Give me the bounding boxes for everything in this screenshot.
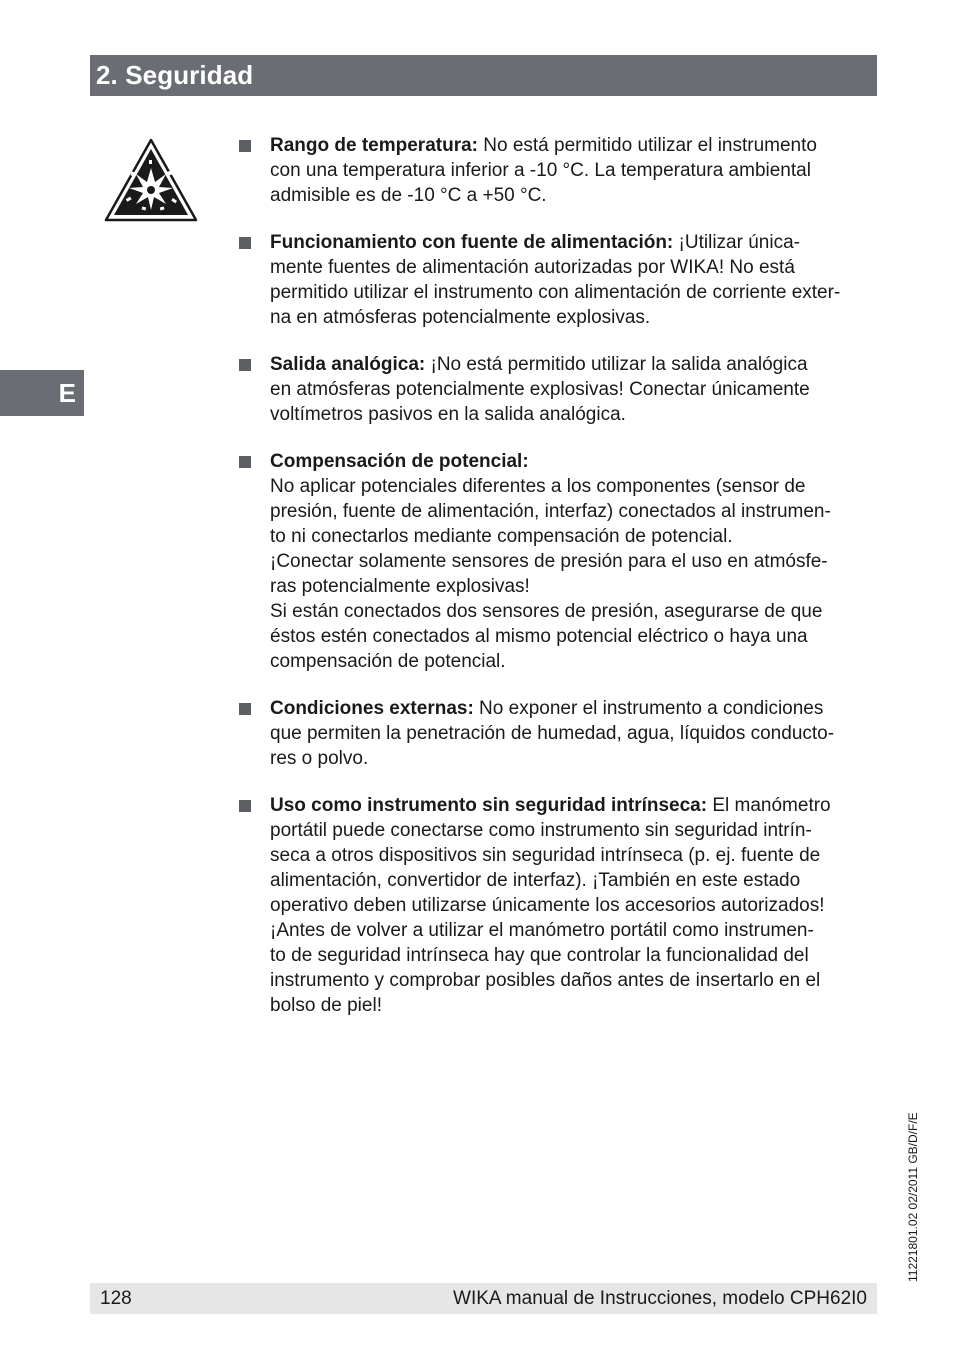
page-number: 128 [100,1287,132,1309]
square-bullet-icon [239,703,251,715]
safety-item-line: Si están conectados dos sensores de presión, asegurarse de que [270,601,823,622]
section-title: 2. Seguridad [96,60,254,90]
square-bullet-icon [239,359,251,371]
square-bullet-icon [239,237,251,249]
safety-item-line: portátil puede conectarse como instrumento sin seguridad intrín- [270,820,812,841]
safety-item-text [270,133,883,208]
safety-item [238,449,883,674]
safety-item-line: to ni conectarlos mediante compensación de potencial. [270,526,733,547]
safety-item-label: Rango de temperatura: [270,135,478,156]
safety-item-line: to de seguridad intrínseca hay que controlar la funcionalidad del [270,945,809,966]
page-footer [90,1283,877,1314]
language-tab: E [0,370,84,416]
safety-item-line: alimentación, convertidor de interfaz). ¡También en este estado [270,870,801,891]
safety-item-text [270,449,883,674]
safety-item-line: ¡Conectar solamente sensores de presión para el uso en atmósfe- [270,551,828,572]
safety-item-line: ¡No está permitido utilizar la salida analógica [425,354,808,375]
document-code: 11221801.02 02/2011 GB/D/F/E [906,1112,920,1282]
safety-item-line: No aplicar potenciales diferentes a los componentes (sensor de [270,476,806,497]
safety-item-label: Funcionamiento con fuente de alimentación: [270,232,674,253]
safety-item [238,696,883,771]
safety-item-line: No exponer el instrumento a condiciones [473,698,824,719]
safety-item-text [270,696,883,771]
safety-item-text [270,793,883,1018]
square-bullet-icon [239,800,251,812]
safety-item-line: presión, fuente de alimentación, interfaz) conectados al instrumen- [270,501,831,522]
safety-item-line: compensación de potencial. [270,651,506,672]
safety-item-line: No está permitido utilizar el instrumento [477,135,817,156]
safety-item-text [270,230,883,330]
safety-item-line: en atmósferas potencialmente explosivas! Conectar únicamente [270,379,810,400]
safety-item [238,352,883,427]
safety-item-label: Compensación de potencial: [270,451,529,472]
safety-list [238,133,883,1040]
safety-item [238,230,883,330]
safety-item-line: permitido utilizar el instrumento con alimentación de corriente exter- [270,282,841,303]
section-header [90,55,877,96]
safety-item-line: voltímetros pasivos en la salida analógica. [270,404,626,425]
manual-title: WIKA manual de Instrucciones, modelo CPH62I0 [453,1287,867,1309]
safety-item-text [270,352,883,427]
safety-item [238,133,883,208]
safety-item-line: ¡Utilizar única- [673,232,800,253]
safety-item-line: ¡Antes de volver a utilizar el manómetro portátil como instrumen- [270,920,814,941]
safety-item-line: éstos estén conectados al mismo potencial eléctrico o haya una [270,626,808,647]
safety-item-line: admisible es de -10 °C a +50 °C. [270,185,547,206]
safety-item-line: seca a otros dispositivos sin seguridad intrínseca (p. ej. fuente de [270,845,821,866]
safety-item-line: operativo deben utilizarse únicamente los accesorios autorizados! [270,895,825,916]
safety-item-line: que permiten la penetración de humedad, agua, líquidos conducto- [270,723,835,744]
safety-item-line: na en atmósferas potencialmente explosivas. [270,307,651,328]
safety-item-line: ras potencialmente explosivas! [270,576,530,597]
safety-item-line: instrumento y comprobar posibles daños antes de insertarlo en el [270,970,821,991]
safety-item [238,793,883,1018]
square-bullet-icon [239,140,251,152]
safety-item-label: Uso como instrumento sin seguridad intrínseca: [270,795,708,816]
safety-item-line: El manómetro [707,795,831,816]
explosive-hazard-warning-icon [102,136,200,224]
safety-item-label: Salida analógica: [270,354,426,375]
safety-item-line: mente fuentes de alimentación autorizadas por WIKA! No está [270,257,795,278]
safety-item-line: res o polvo. [270,748,369,769]
safety-item-label: Condiciones externas: [270,698,474,719]
square-bullet-icon [239,456,251,468]
safety-item-line: bolso de piel! [270,995,382,1016]
safety-item-line: con una temperatura inferior a -10 °C. La temperatura ambiental [270,160,811,181]
